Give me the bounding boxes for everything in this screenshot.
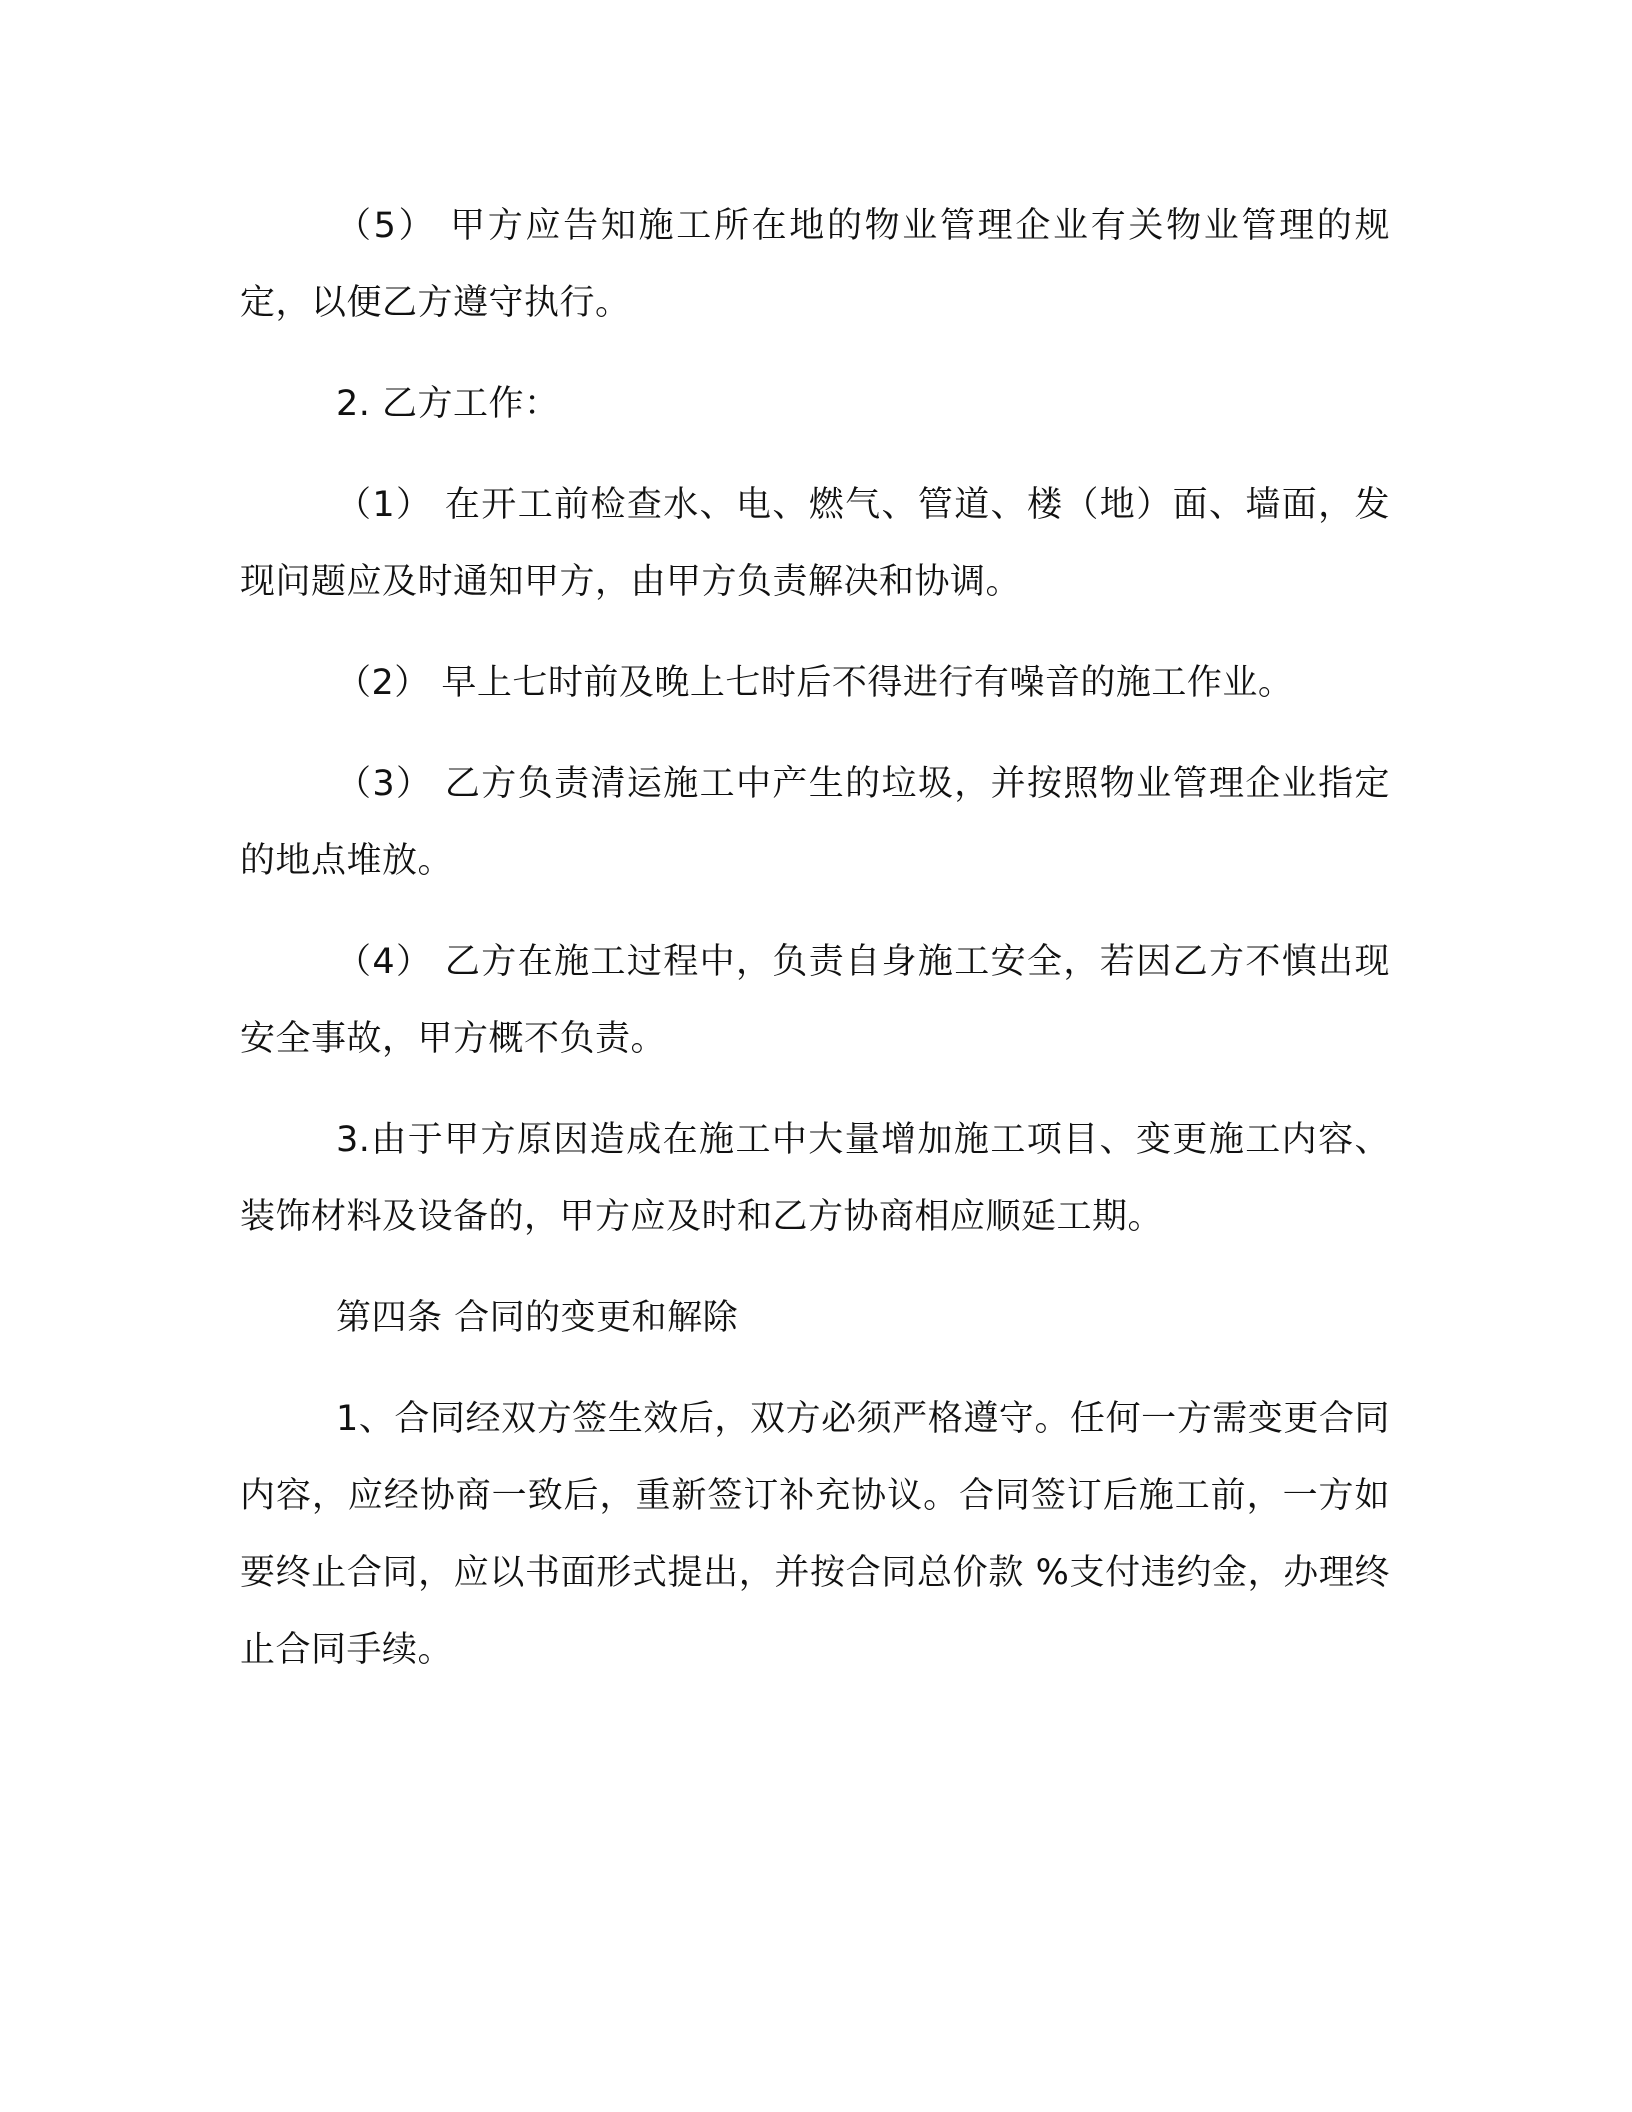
- paragraph-gap: [240, 443, 1390, 467]
- paragraph-gap: [240, 1256, 1390, 1280]
- article-4-heading: 第四条 合同的变更和解除: [336, 1298, 739, 1338]
- paragraph-gap: [240, 342, 1390, 366]
- clause-party-b-item-2: （2） 早上七时前及晚上七时后不得进行有噪音的施工作业。: [336, 663, 1294, 703]
- document-body: [240, 188, 1390, 1689]
- paragraph-gap: [240, 722, 1390, 746]
- paragraph-gap: [240, 1078, 1390, 1102]
- paragraph-gap: [240, 900, 1390, 924]
- clause-party-b-item-1: （1） 在开工前检查水、电、燃气、管道、楼（地）面、墙面，发现问题应及时通知甲方，由甲方负责解决和协调。: [240, 485, 1390, 602]
- article-4-clause-1: 1、合同经双方签生效后，双方必须严格遵守。任何一方需变更合同内容，应经协商一致后，重新签订补充协议。合同签订后施工前，一方如要终止合同，应以书面形式提出，并按合同总价款 %支付违约金，办理终止合同手续。: [240, 1399, 1390, 1670]
- clause-section-3: 3.由于甲方原因造成在施工中大量增加施工项目、变更施工内容、装饰材料及设备的，甲方应及时和乙方协商相应顺延工期。: [240, 1120, 1390, 1237]
- clause-party-a-item-5: （5） 甲方应告知施工所在地的物业管理企业有关物业管理的规定，以便乙方遵守执行。: [240, 206, 1390, 323]
- paragraph-gap: [240, 621, 1390, 645]
- paragraph-gap: [240, 1357, 1390, 1381]
- clause-party-b-item-3: （3） 乙方负责清运施工中产生的垃圾，并按照物业管理企业指定的地点堆放。: [240, 764, 1390, 881]
- section-party-b-work-heading: 2. 乙方工作：: [336, 384, 560, 424]
- clause-party-b-item-4: （4） 乙方在施工过程中，负责自身施工安全，若因乙方不慎出现安全事故，甲方概不负责。: [240, 942, 1390, 1059]
